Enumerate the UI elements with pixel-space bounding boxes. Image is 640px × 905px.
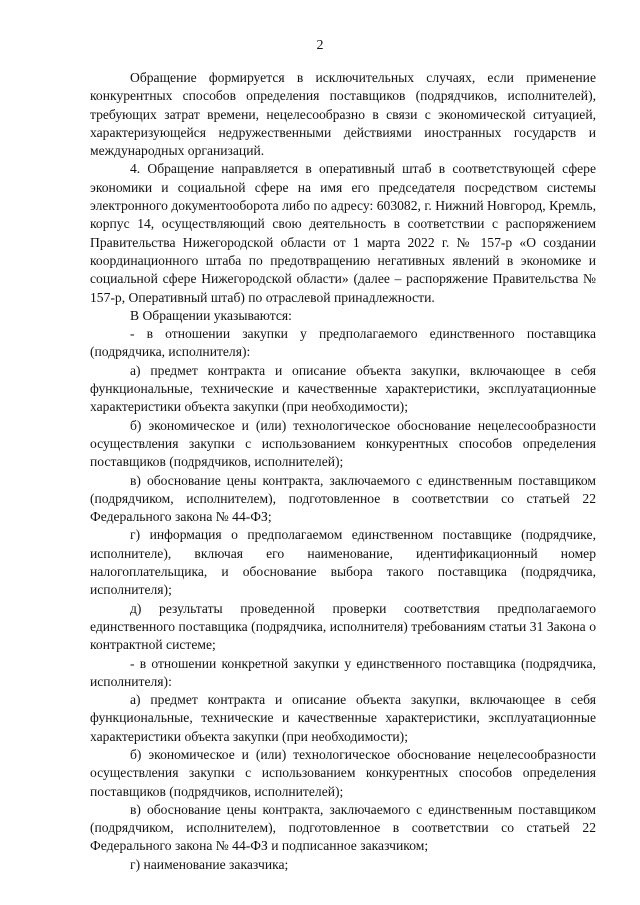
paragraph-item-4: 4. Обращение направляется в оперативный штаб в соответствующей сфере экономики и социальной сфере на имя его председателя посредством системы электронного документооборота либо по адресу: 603082, г. Нижний Новгород, Кремль, корпус 14, осуществляющий свою деятельность в соответствии с распоряжением Правительства Нижегородской области от 1 марта 2022 г. № 157-р «О создании координационного штаба по предотвращению негативных явлений в экономике и социальной сфере Нижегородской области» (далее – распоряжение Правительства № 157-р, Оперативный штаб) по отраслевой принадлежности. xyxy=(90,161,596,305)
list-item-d: д) результаты проведенной проверки соответствия предполагаемого единственного поставщика (подрядчика, исполнителя) требованиям статьи 31 Закона о контрактной системе; xyxy=(90,600,596,653)
list-heading-specific-purchase: - в отношении конкретной закупки у единственного поставщика (подрядчика, исполнителя): xyxy=(90,655,596,689)
list-item-v: в) обоснование цены контракта, заключаемого с единственным поставщиком (подрядчиком, исполнителем), подготовленное в соответствии со статьей 22 Федерального закона № 44-ФЗ; xyxy=(90,472,596,525)
document-body xyxy=(90,69,596,874)
paragraph-appeal-contents-intro: В Обращении указываются: xyxy=(130,307,292,323)
list-item-g: г) наименование заказчика; xyxy=(130,856,289,872)
list-item-g: г) информация о предполагаемом единственном поставщике (подрядчике, исполнителе), включая его наименование, идентификационный номер налогоплательщика, и обоснование выбора такого поставщика (подрядчика, исполнителя); xyxy=(90,527,596,598)
list-item-a: а) предмет контракта и описание объекта закупки, включающее в себя функциональные, технические и качественные характеристики, эксплуатационные характеристики объекта закупки (при необходимости); xyxy=(90,692,596,744)
list-item-v: в) обоснование цены контракта, заключаемого с единственным поставщиком (подрядчиком, исполнителем), подготовленное в соответствии со статьей 22 Федерального закона № 44-ФЗ и подписанное заказчиком; xyxy=(90,801,596,854)
list-item-b: б) экономическое и (или) технологическое обоснование нецелесообразности осуществления закупки с использованием конкурентных способов определения поставщиков (подрядчиков, исполнителей); xyxy=(90,417,596,470)
page-number: 2 xyxy=(316,38,324,53)
list-item-b: б) экономическое и (или) технологическое обоснование нецелесообразности осуществления закупки с использованием конкурентных способов определения поставщиков (подрядчиков, исполнителей); xyxy=(90,746,596,799)
paragraph-appeal-conditions: Обращение формируется в исключительных случаях, если применение конкурентных способов определения поставщиков (подрядчиков, исполнителей), требующих затрат времени, нецелесообразно в связи с экономической ситуацией, характеризующейся недружественными действиями иностранных государств и международных организаций. xyxy=(90,70,596,159)
list-item-a: а) предмет контракта и описание объекта закупки, включающее в себя функциональные, технические и качественные характеристики, эксплуатационные характеристики объекта закупки (при необходимости); xyxy=(90,362,596,415)
list-heading-presumed-supplier: - в отношении закупки у предполагаемого единственного поставщика (подрядчика, исполнителя): xyxy=(90,326,596,360)
